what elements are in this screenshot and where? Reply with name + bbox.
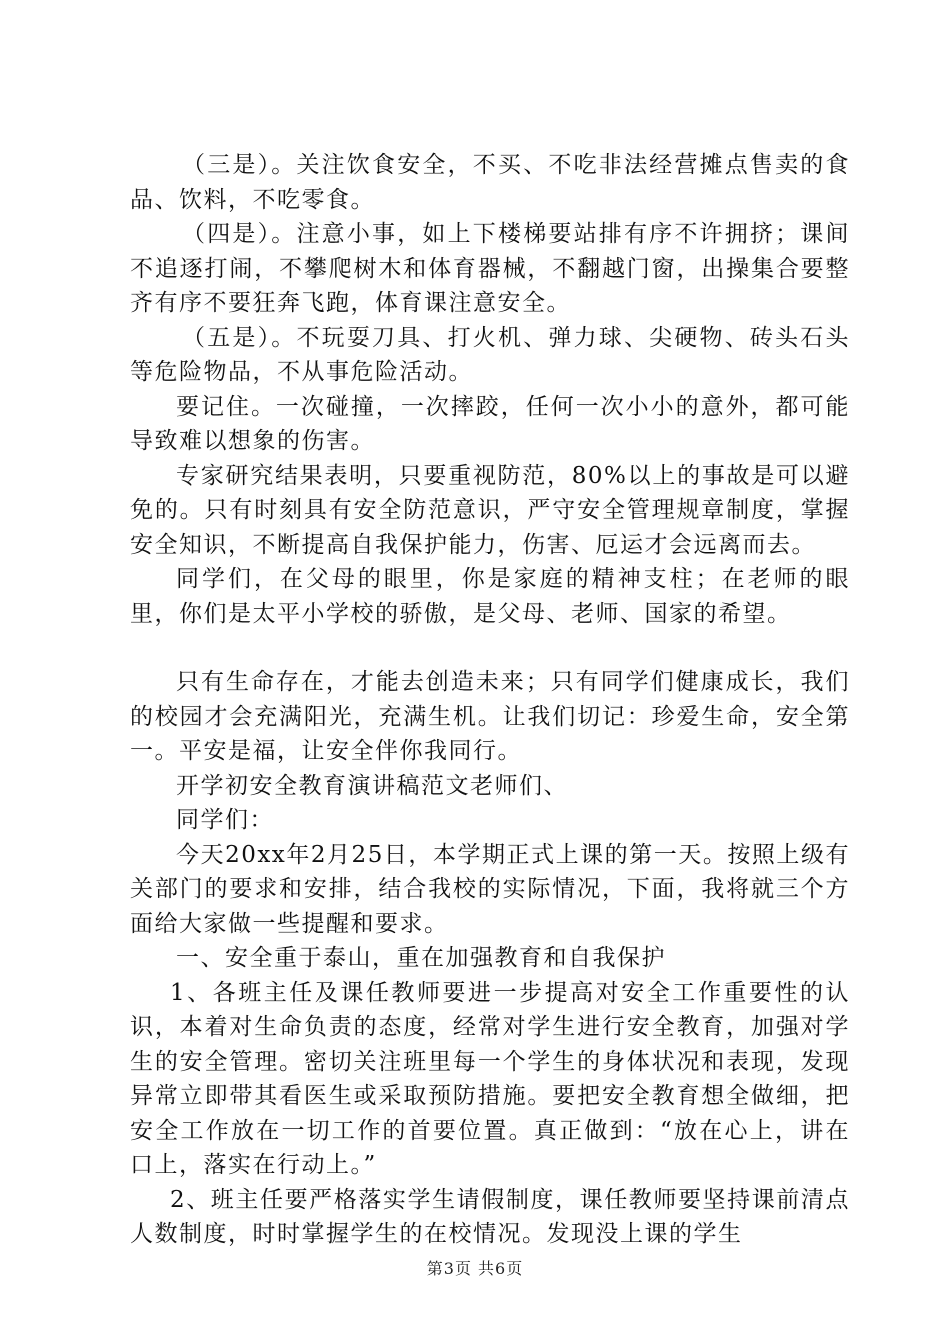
speech-salutation: 同学们： — [176, 807, 274, 833]
speech-title: 开学初安全教育演讲稿范文老师们、 — [176, 772, 568, 799]
section-heading-safety: 一、安全重于泰山，重在加强教育和自我保护 — [176, 945, 666, 971]
paragraph-students-hope: 同学们，在父母的眼里，你是家庭的精神支柱；在老师的眼里，你们是太平小学校的骄傲，是父母、老师、国家的希望。 — [130, 566, 850, 627]
paragraph-small-matters: （四是）。注意小事，如上下楼梯要站排有序不许拥挤；课间不追逐打闹，不攀爬树木和体育器械，不翻越门窗，出操集合要整齐有序不要狂奔飞跑，体育课注意安全。 — [130, 221, 850, 316]
paragraph-food-safety: （三是）。关注饮食安全，不买、不吃非法经营摊点售卖的食品、饮料，不吃零食。 — [130, 152, 850, 213]
page-number-footer: 第3页 共6页 — [426, 1259, 524, 1278]
paragraph-spacer — [130, 631, 850, 665]
paragraph-first-day: 今天20xx年2月25日，本学期正式上课的第一天。按照上级有关部门的要求和安排，结合我校的实际情况，下面，我将就三个方面给大家做一些提醒和要求。 — [130, 841, 850, 937]
paragraph-dangerous-items: （五是）。不玩耍刀具、打火机、弹力球、尖硬物、砖头石头等危险物品，不从事危险活动。 — [130, 324, 850, 385]
paragraph-remember: 要记住。一次碰撞，一次摔跤，任何一次小小的意外，都可能导致难以想象的伤害。 — [130, 393, 850, 454]
paragraph-cherish-life: 只有生命存在，才能去创造未来；只有同学们健康成长，我们的校园才会充满阳光，充满生机。让我们切记：珍爱生命，安全第一。平安是福，让安全伴你我同行。 — [130, 669, 850, 764]
paragraph-expert-research: 专家研究结果表明，只要重视防范，80%以上的事故是可以避免的。只有时刻具有安全防范意识，严守安全管理规章制度，掌握安全知识，不断提高自我保护能力，伤害、厄运才会远离而去。 — [130, 462, 850, 558]
paragraph-item-2: 2、班主任要严格落实学生请假制度，课任教师要坚持课前清点人数制度，时时掌握学生的在校情况。发现没上课的学生 — [130, 1186, 850, 1247]
document-body — [130, 148, 850, 1252]
paragraph-item-1: 1、各班主任及课任教师要进一步提高对安全工作重要性的认识，本着对生命负责的态度，经常对学生进行安全教育，加强对学生的安全管理。密切关注班里每一个学生的身体状况和表现，发现异常立即带其看医生或采取预防措施。要把安全教育想全做细，把安全工作放在一切工作的首要位置。真正做到：“放在心上，讲在口上，落实在行动上。” — [130, 979, 850, 1178]
